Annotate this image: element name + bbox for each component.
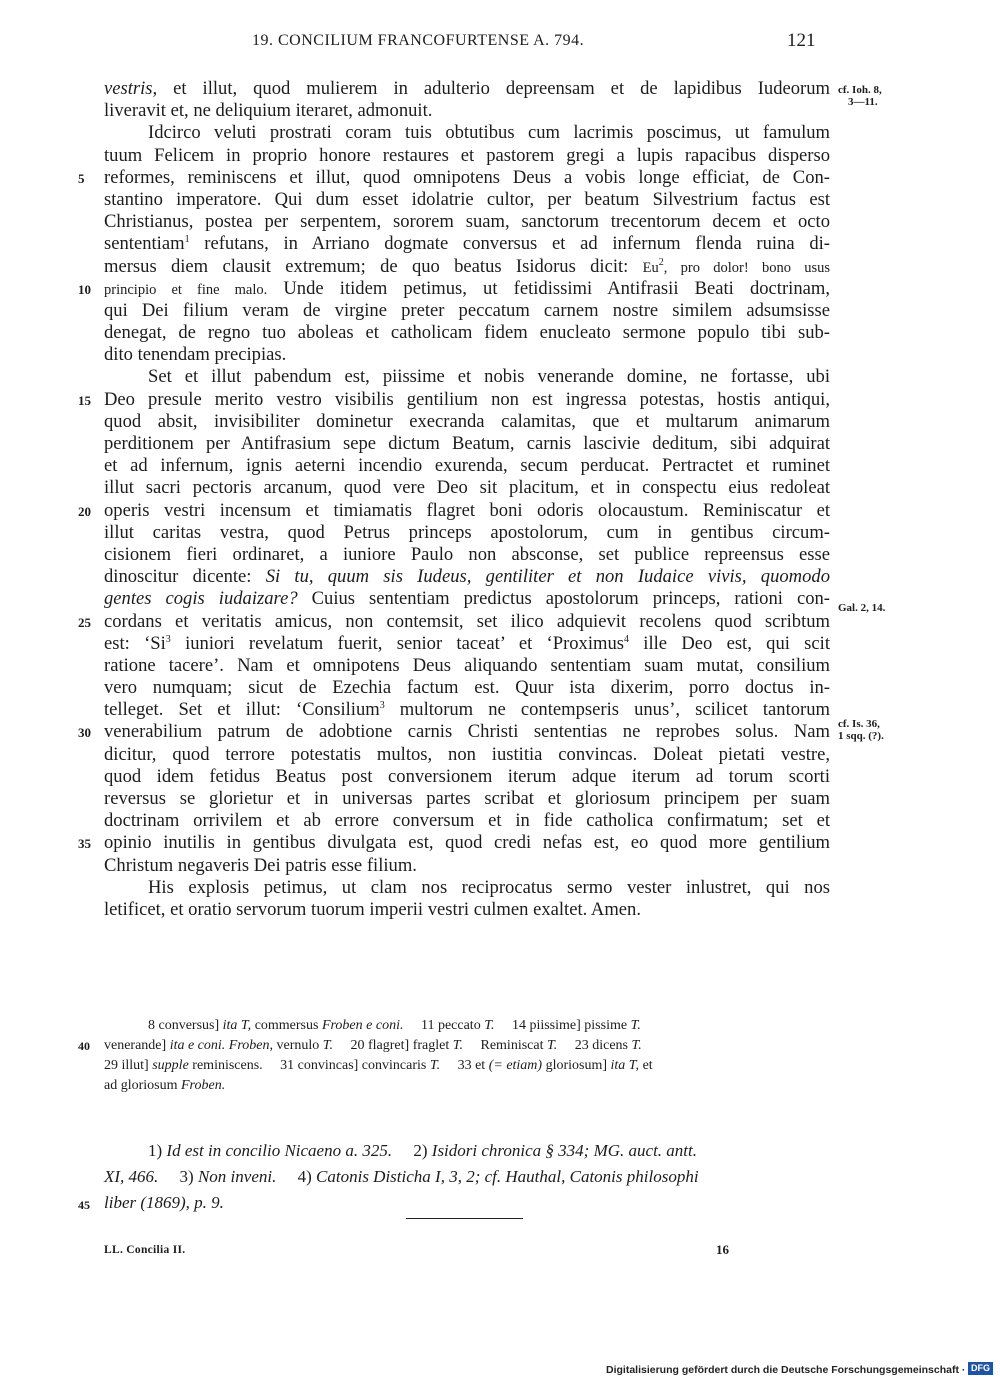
apparatus-line — [104, 1056, 830, 1076]
line-text — [104, 477, 830, 499]
line-text — [104, 233, 830, 255]
footnote-line — [78, 1190, 830, 1216]
text-segment: T. — [322, 1038, 333, 1053]
line-text — [104, 278, 830, 301]
text-segment: operis vestri incensum et timiamatis flagret boni odoris olocaustum. Reminiscatur et — [104, 499, 830, 521]
text-segment: iuniori revelatum fuerit, senior taceat’ et ‘Proximus — [170, 632, 625, 654]
text-segment: Deo presule merito vestro visibilis gentilium non est ingressa potestas, hostis antiqui, — [104, 388, 830, 410]
text-line — [104, 477, 830, 499]
footnote-line — [104, 1164, 830, 1190]
text-line — [104, 122, 830, 144]
line-text — [104, 256, 830, 279]
text-segment: Cuius sententiam predictus apostolorum princeps, rationi con- — [297, 588, 830, 610]
text-segment: letificet, et oratio servorum tuorum imperii vestri culmen exaltet. Amen. — [104, 898, 641, 920]
line-text — [104, 1016, 830, 1036]
footnote-ref: 3 — [165, 633, 171, 645]
text-segment: ad gloriosum — [104, 1078, 181, 1093]
line-text — [104, 189, 830, 211]
text-segment: 3) — [158, 1167, 198, 1186]
signature-number: 16 — [716, 1242, 729, 1257]
text-segment: T. — [429, 1058, 441, 1073]
line-text — [104, 1076, 830, 1096]
text-segment: Froben. — [181, 1078, 226, 1093]
text-segment: ratione tacere’. Nam et omnipotens Deus aliquando sententiam suam mutat, consilium — [104, 654, 830, 676]
line-number: 40 — [78, 1039, 90, 1053]
line-text — [104, 655, 830, 677]
text-segment: vernulo — [272, 1038, 323, 1053]
text-segment: , pro dolor! bono usus — [663, 259, 830, 276]
text-segment: 14 piissime] pissime — [494, 1018, 631, 1033]
text-segment: stantino imperatore. Qui dum esset idolatrie cultor, per beatum Silvestrium factus est — [104, 188, 830, 210]
text-segment: dinoscitur dicente: — [104, 566, 266, 588]
text-segment: qui Dei filium veram de virgine preter peccatum carnem nostre similem adsumsisse — [104, 299, 830, 321]
line-text — [104, 411, 830, 433]
text-segment: commersus — [251, 1018, 322, 1033]
line-number: 20 — [78, 503, 91, 519]
text-segment: 4) — [276, 1167, 317, 1186]
line-text — [104, 344, 830, 366]
text-segment: 23 dicens — [557, 1038, 632, 1053]
text-line — [78, 832, 830, 854]
text-segment: Si tu, quum sis Iudeus, gentiliter et non Iudaice vivis, quomodo — [265, 566, 830, 588]
signature-mark: LL. Concilia II. — [104, 1244, 186, 1256]
text-segment: reversus se glorietur et in universas partes scribat et gloriosum principem per suam — [104, 788, 830, 809]
line-text — [104, 544, 830, 566]
divider-rule — [406, 1218, 523, 1219]
text-line — [78, 721, 830, 743]
line-text — [104, 100, 830, 122]
text-segment: reformes, reminiscens et illut, quod omnipotens Deus a vobis longe efficiat, de Con- — [104, 166, 830, 188]
text-line — [78, 277, 830, 300]
text-segment: venerande] — [104, 1038, 170, 1053]
text-segment: Christum negaveris Dei patris esse filium. — [104, 854, 417, 876]
text-segment: Non inveni. — [197, 1167, 277, 1186]
text-segment: ita T, — [610, 1058, 640, 1073]
text-segment: doctrinam orrivilem et ab errore conversum et in fide catholica confirmatum; set et — [104, 810, 830, 832]
text-segment: telleget. Set et illut: ‘Consilium — [104, 699, 380, 721]
line-text — [104, 455, 830, 477]
footnote-line — [104, 1138, 830, 1164]
text-segment: est: ‘Si — [104, 632, 166, 654]
text-segment: XI, 466. — [104, 1167, 159, 1186]
margin-note-ioh — [838, 84, 882, 108]
footnote-ref: 4 — [624, 633, 630, 645]
text-line — [104, 78, 830, 100]
text-segment: 20 flagret] fraglet — [333, 1038, 453, 1053]
text-segment: ita e coni. Froben, — [169, 1038, 273, 1053]
page-number: 121 — [787, 30, 816, 51]
text-line — [104, 855, 830, 877]
text-line — [104, 744, 830, 766]
line-text — [104, 211, 830, 233]
text-segment: 11 peccato — [403, 1018, 485, 1033]
critical-apparatus — [78, 1016, 830, 1096]
text-line — [78, 166, 830, 189]
text-segment: T. — [630, 1018, 641, 1033]
text-line — [104, 411, 830, 433]
text-segment: et illut, quod mulierem in adulterio depreensam et de lapidibus Iudeorum — [157, 78, 830, 99]
text-segment: dicitur, quod terrore potestatis multos, non iustitia convincas. Doleat pietati vestre, — [104, 743, 830, 765]
line-text — [104, 322, 830, 344]
text-segment: venerabilium patrum de adobtione carnis Christi sententias ne reprobes solus. Nam — [104, 721, 830, 743]
text-line — [104, 322, 830, 344]
text-line — [104, 433, 830, 455]
text-segment: 29 illut] — [104, 1058, 153, 1073]
text-segment: supple — [152, 1058, 189, 1073]
margin-note-gal — [838, 602, 885, 614]
text-segment: (= etiam) — [488, 1058, 543, 1073]
apparatus-line — [104, 1016, 830, 1036]
text-segment: 1) — [148, 1141, 167, 1160]
text-line — [104, 655, 830, 677]
text-segment: multorum ne contempseris unus’, scilicet tantorum — [384, 699, 830, 721]
apparatus-line — [78, 1036, 830, 1056]
footnote-ref: 3 — [379, 700, 385, 712]
line-text — [104, 433, 830, 455]
margin-note-line: cf. Ioh. 8, — [838, 84, 882, 96]
text-line — [104, 455, 830, 477]
text-segment: Idcirco veluti prostrati coram tuis obtutibus cum lacrimis poscimus, ut famulum — [148, 122, 830, 144]
line-text — [104, 810, 830, 832]
line-number: 45 — [78, 1198, 90, 1212]
line-text — [104, 633, 830, 655]
line-text — [104, 677, 830, 699]
text-line — [104, 810, 830, 832]
line-text — [104, 300, 830, 322]
line-number: 15 — [78, 392, 91, 408]
text-segment: Unde itidem petimus, ut fetidissimi Antifrasii Beati doctrinam, — [267, 277, 830, 299]
text-segment: illut sacri pectoris arcanum, quod vere Deo sit placitum, et in conspectu eius redoleat — [104, 477, 830, 499]
footnotes — [78, 1138, 830, 1216]
text-segment: ita T, — [222, 1018, 252, 1033]
line-text — [104, 500, 830, 522]
text-line — [104, 677, 830, 699]
line-number: 10 — [78, 281, 91, 297]
text-segment: liveravit et, ne deliquium iteraret, admonuit. — [104, 100, 433, 122]
margin-note-line: 1 sqq. (?). — [838, 730, 884, 742]
text-line — [104, 344, 830, 366]
text-segment: mersus diem clausit extremum; de quo beatus Isidorus dicit: — [104, 255, 643, 277]
text-segment: tuum Felicem in proprio honore restaures et pastorem gregi a lupis rapacibus disperso — [104, 144, 830, 166]
text-segment: T. — [484, 1018, 495, 1033]
line-text — [104, 145, 830, 167]
text-segment: denegat, de regno tuo aboleas et catholicam fidem enucleato sermone populo tibi sub- — [104, 322, 830, 344]
text-segment: 8 conversus] — [148, 1018, 223, 1033]
text-segment: sententiam — [104, 233, 185, 255]
text-line — [104, 189, 830, 211]
line-text — [104, 1164, 830, 1190]
text-line — [104, 633, 830, 655]
line-number: 5 — [78, 170, 85, 186]
line-text — [104, 167, 830, 189]
text-segment: et ad infernum, ignis aeterni incendio exurenda, secum perducat. Pertractet et ruminet — [104, 455, 830, 477]
text-segment: Id est in concilio Nicaeno a. 325. — [166, 1141, 393, 1160]
margin-note-is — [838, 718, 884, 742]
text-line — [78, 610, 830, 633]
margin-note-line: cf. Is. 36, — [838, 718, 880, 730]
line-text — [104, 366, 830, 388]
text-line — [104, 256, 830, 278]
text-line — [104, 766, 830, 788]
running-header: 19. CONCILIUM FRANCOFURTENSE A. 794. — [252, 32, 585, 49]
text-segment: Isidori chronica § 334; MG. auct. antt. — [431, 1141, 697, 1160]
text-segment: reminiscens. 31 convincas] convincaris — [188, 1058, 430, 1073]
text-line — [104, 544, 830, 566]
text-segment: principio et fine malo. — [104, 281, 268, 298]
line-text — [104, 899, 830, 921]
line-text — [104, 744, 830, 766]
margin-note-line: 3—11. — [848, 96, 878, 108]
text-segment: cordans et veritatis amicus, non contemsit, set ilico adquievit recolens quod scribtum — [104, 610, 830, 632]
text-line — [104, 366, 830, 388]
text-line — [104, 566, 830, 588]
text-segment: cisionem fieri ordinaret, a iuniore Paulo non absconse, set publice repreensus esse — [104, 543, 830, 565]
text-segment: ille Deo est, qui scit — [629, 632, 830, 654]
text-segment: quod absit, invisibiliter dominetur execranda calamitas, que et multarum animarum — [104, 410, 830, 432]
line-text — [104, 1190, 830, 1216]
text-segment: 33 et — [440, 1058, 489, 1073]
text-line — [104, 145, 830, 167]
text-segment: Froben e coni. — [321, 1018, 404, 1033]
line-text — [104, 1056, 830, 1076]
text-line — [78, 499, 830, 522]
text-segment: Eu — [642, 259, 659, 276]
text-line — [104, 699, 830, 721]
line-number: 25 — [78, 614, 91, 630]
line-text — [104, 832, 830, 854]
text-segment: gentes cogis iudaizare? — [104, 588, 298, 610]
text-segment: opinio inutilis in gentibus divulgata est, quod credi nefas est, eo quod more gentilium — [104, 832, 830, 854]
line-text — [104, 522, 830, 544]
text-segment: vestris, — [104, 78, 158, 99]
footnote-ref: 1 — [184, 234, 190, 246]
margin-note-line: Gal. 2, 14. — [838, 602, 886, 614]
text-segment: His explosis petimus, ut clam nos reciprocatus sermo vester inlustret, qui nos — [148, 876, 830, 898]
text-line — [104, 522, 830, 544]
text-segment: dito tenendam precipias. — [104, 344, 287, 366]
text-segment: Christianus, postea per serpentem, sororem suam, sanctorum trecentorum decem et octo — [104, 211, 830, 233]
text-segment: vero numquam; sicut de Ezechia factum est. Quur ista dixerim, porro doctus in- — [104, 677, 830, 699]
text-segment: T. — [546, 1038, 558, 1053]
text-segment: liber (1869), p. 9. — [104, 1193, 224, 1212]
line-text — [104, 78, 830, 100]
text-segment: T. — [631, 1038, 642, 1053]
text-line — [104, 233, 830, 255]
line-text — [104, 566, 830, 588]
text-line — [104, 588, 830, 610]
text-segment: perditionem per Antifrasium sepe dictum Beatum, carnis lascivie deditum, sibi adquirat — [104, 433, 830, 454]
text-line — [104, 211, 830, 233]
line-text — [104, 588, 830, 610]
text-segment: T. — [452, 1038, 463, 1053]
line-text — [104, 1138, 830, 1164]
line-text — [104, 389, 830, 411]
line-text — [104, 122, 830, 144]
text-segment: quod idem fetidus Beatus post conversionem iterum adque iterum ad torum scorti — [104, 765, 830, 787]
main-text — [78, 78, 830, 921]
text-segment: Reminiscat — [462, 1038, 547, 1053]
text-line — [104, 788, 830, 810]
text-segment: refutans, in Arriano dogmate conversus et ad infernum flenda ruina di- — [189, 233, 830, 255]
text-line — [104, 899, 830, 921]
dfg-logo-icon: DFG — [968, 1362, 993, 1375]
text-line — [104, 100, 830, 122]
text-segment: gloriosum] — [542, 1058, 611, 1073]
footnote-ref: 2 — [658, 256, 664, 268]
line-text — [104, 766, 830, 788]
funding-credit: Digitalisierung gefördert durch die Deutsche Forschungsgemeinschaft · — [606, 1364, 966, 1376]
line-number: 30 — [78, 725, 91, 741]
line-number: 35 — [78, 836, 91, 852]
text-segment: 2) — [392, 1141, 432, 1160]
text-line — [104, 300, 830, 322]
text-segment: Catonis Disticha I, 3, 2; cf. Hauthal, Catonis philosophi — [316, 1167, 699, 1186]
line-text — [104, 699, 830, 721]
line-text — [104, 788, 830, 810]
line-text — [104, 855, 830, 877]
text-segment: et — [639, 1058, 653, 1073]
apparatus-line — [104, 1076, 830, 1096]
line-text — [104, 877, 830, 899]
line-text — [104, 1036, 830, 1056]
text-segment: Set et illut pabendum est, piissime et nobis venerande domine, ne fortasse, ubi — [148, 366, 830, 388]
text-line — [78, 388, 830, 411]
line-text — [104, 721, 830, 743]
text-segment: illut caritas vestra, quod Petrus princeps apostolorum, cum in gentibus circum- — [104, 521, 830, 543]
line-text — [104, 611, 830, 633]
text-line — [104, 877, 830, 899]
